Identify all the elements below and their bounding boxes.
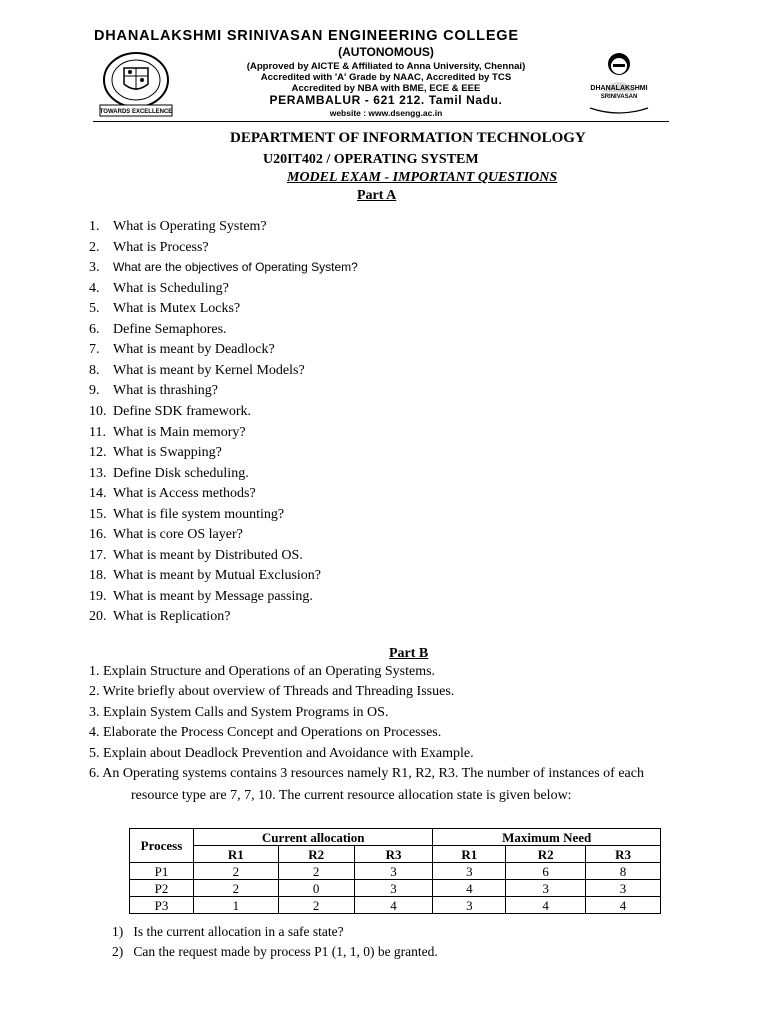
part-a-question (89, 589, 313, 605)
part-a-question (89, 507, 284, 523)
course-title: U20IT402 / OPERATING SYSTEM (263, 152, 479, 167)
value-cell: 2 (278, 863, 354, 880)
question-number: 5. (89, 301, 100, 317)
part-b-title: Part B (389, 646, 429, 661)
nba-line: Accredited by NBA with BME, ECE & EEE (291, 83, 481, 94)
question-text: What is Replication? (113, 609, 231, 625)
question-text: What is meant by Message passing. (113, 588, 313, 604)
autonomous-label: (AUTONOMOUS) (338, 45, 434, 59)
table-row (130, 863, 661, 880)
question-text: Define SDK framework. (113, 403, 252, 419)
part-b-question: 3. Explain System Calls and System Programs in OS. (89, 705, 389, 720)
value-cell: 4 (433, 880, 506, 897)
value-cell: 6 (506, 863, 586, 880)
question-text: What is core OS layer? (113, 527, 243, 543)
resource-subheader: R2 (278, 846, 354, 863)
part-b-question: 4. Elaborate the Process Concept and Operations on Processes. (89, 725, 442, 740)
subquestion-number: 1) (112, 924, 124, 939)
resource-subheader: R2 (506, 846, 586, 863)
value-cell: 2 (193, 863, 278, 880)
part-a-question (89, 445, 222, 461)
part-a-question (89, 548, 303, 564)
value-cell: 3 (354, 880, 433, 897)
question-number: 6. (89, 321, 100, 337)
logo-text-top: DHANALAKSHMI (590, 85, 648, 92)
value-cell: 4 (586, 897, 661, 914)
part-a-question (89, 301, 240, 317)
question-text: What is Main memory? (113, 424, 246, 440)
current-allocation-header: Current allocation (193, 829, 432, 846)
question-text: What is meant by Deadlock? (113, 342, 275, 358)
accreditation-line: Accredited with 'A' Grade by NAAC, Accredited by TCS (260, 72, 512, 83)
process-cell: P3 (130, 897, 194, 914)
part-a-question (89, 466, 249, 482)
question-text: What is Process? (113, 239, 209, 255)
question-number: 16. (89, 527, 107, 543)
question-number: 3. (89, 260, 100, 276)
resource-allocation-table (129, 828, 661, 914)
maximum-need-header: Maximum Need (433, 829, 661, 846)
question-number: 11. (89, 424, 106, 440)
resource-subheader: R3 (354, 846, 433, 863)
header-divider (93, 121, 669, 122)
process-cell: P2 (130, 880, 194, 897)
resource-subheader: R1 (433, 846, 506, 863)
part-a-title: Part A (357, 188, 397, 203)
question-text: What is meant by Kernel Models? (113, 362, 305, 378)
question-number: 18. (89, 568, 107, 584)
question-number: 10. (89, 403, 107, 419)
part-a-question (89, 240, 209, 256)
question-text: What is file system mounting? (113, 506, 285, 522)
value-cell: 2 (193, 880, 278, 897)
process-header: Process (130, 829, 194, 863)
part-a-question (89, 342, 275, 358)
part-b-question: 5. Explain about Deadlock Prevention and Avoidance with Example. (89, 746, 474, 761)
part-a-question (89, 281, 229, 297)
value-cell: 1 (193, 897, 278, 914)
address-line: PERAMBALUR - 621 212. Tamil Nadu. (269, 93, 503, 107)
subquestion-text: Is the current allocation in a safe state? (133, 924, 344, 939)
question-number: 9. (89, 383, 100, 399)
question-text: What is Mutex Locks? (113, 301, 241, 317)
value-cell: 3 (354, 863, 433, 880)
value-cell: 0 (278, 880, 354, 897)
question-number: 19. (89, 588, 107, 604)
part-a-question (89, 383, 218, 399)
approval-line: (Approved by AICTE & Affiliated to Anna University, Chennai) (246, 61, 526, 72)
value-cell: 4 (506, 897, 586, 914)
part-a-question (89, 527, 243, 543)
part-b-question: 6. An Operating systems contains 3 resources namely R1, R2, R3. The number of instances of each (89, 766, 644, 781)
college-name: DHANALAKSHMI SRINIVASAN ENGINEERING COLLEGE (94, 28, 519, 44)
part-a-question (89, 322, 227, 338)
founder-portrait-logo (580, 44, 658, 118)
question-text: What is Access methods? (113, 486, 256, 502)
subquestion (112, 944, 438, 960)
value-cell: 2 (278, 897, 354, 914)
question-number: 1. (89, 219, 100, 234)
logo-text-bottom: SRINIVASAN (600, 94, 638, 100)
question-number: 14. (89, 486, 107, 502)
value-cell: 8 (586, 863, 661, 880)
resource-subheader: R1 (193, 846, 278, 863)
value-cell: 4 (354, 897, 433, 914)
emblem-motto: TOWARDS EXCELLENCE (99, 109, 173, 115)
part-a-question (89, 219, 267, 235)
part-a-question (89, 363, 305, 379)
question-text: What are the objectives of Operating System? (113, 260, 358, 275)
question-text: What is Operating System? (113, 219, 267, 234)
value-cell: 3 (506, 880, 586, 897)
part-a-question (89, 425, 246, 441)
question-number: 7. (89, 342, 100, 358)
process-cell: P1 (130, 863, 194, 880)
exam-title: MODEL EXAM - IMPORTANT QUESTIONS (287, 170, 558, 185)
question-text: What is thrashing? (113, 383, 218, 399)
question-text: What is Swapping? (113, 445, 222, 461)
part-b-question: 2. Write briefly about overview of Threads and Threading Issues. (89, 684, 455, 699)
subquestion-number: 2) (112, 944, 124, 959)
subquestion (112, 924, 344, 940)
question-number: 4. (89, 280, 100, 296)
table-row (130, 897, 661, 914)
question-number: 15. (89, 506, 107, 522)
part-b-q6-continuation: resource type are 7, 7, 10. The current resource allocation state is given below: (131, 788, 572, 803)
question-number: 2. (89, 239, 100, 255)
part-a-question (89, 404, 251, 420)
value-cell: 3 (433, 863, 506, 880)
part-a-question (89, 486, 256, 502)
question-number: 20. (89, 609, 107, 625)
question-text: Define Disk scheduling. (113, 465, 249, 481)
value-cell: 3 (433, 897, 506, 914)
value-cell: 3 (586, 880, 661, 897)
part-a-question (89, 568, 321, 584)
question-number: 17. (89, 547, 107, 563)
question-text: Define Semaphores. (113, 321, 227, 337)
website-line: website : www.dsengg.ac.in (329, 108, 443, 118)
question-number: 13. (89, 465, 107, 481)
question-number: 8. (89, 362, 100, 378)
question-text: What is meant by Mutual Exclusion? (113, 568, 322, 584)
resource-subheader: R3 (586, 846, 661, 863)
table-row (130, 880, 661, 897)
question-text: What is meant by Distributed OS. (113, 547, 303, 563)
part-a-question (89, 260, 358, 276)
department-title: DEPARTMENT OF INFORMATION TECHNOLOGY (230, 130, 586, 146)
part-a-question (89, 609, 230, 625)
question-number: 12. (89, 445, 107, 461)
part-b-question: 1. Explain Structure and Operations of an Operating Systems. (89, 664, 436, 679)
question-text: What is Scheduling? (113, 280, 229, 296)
subquestion-text: Can the request made by process P1 (1, 1, 0) be granted. (133, 944, 438, 959)
